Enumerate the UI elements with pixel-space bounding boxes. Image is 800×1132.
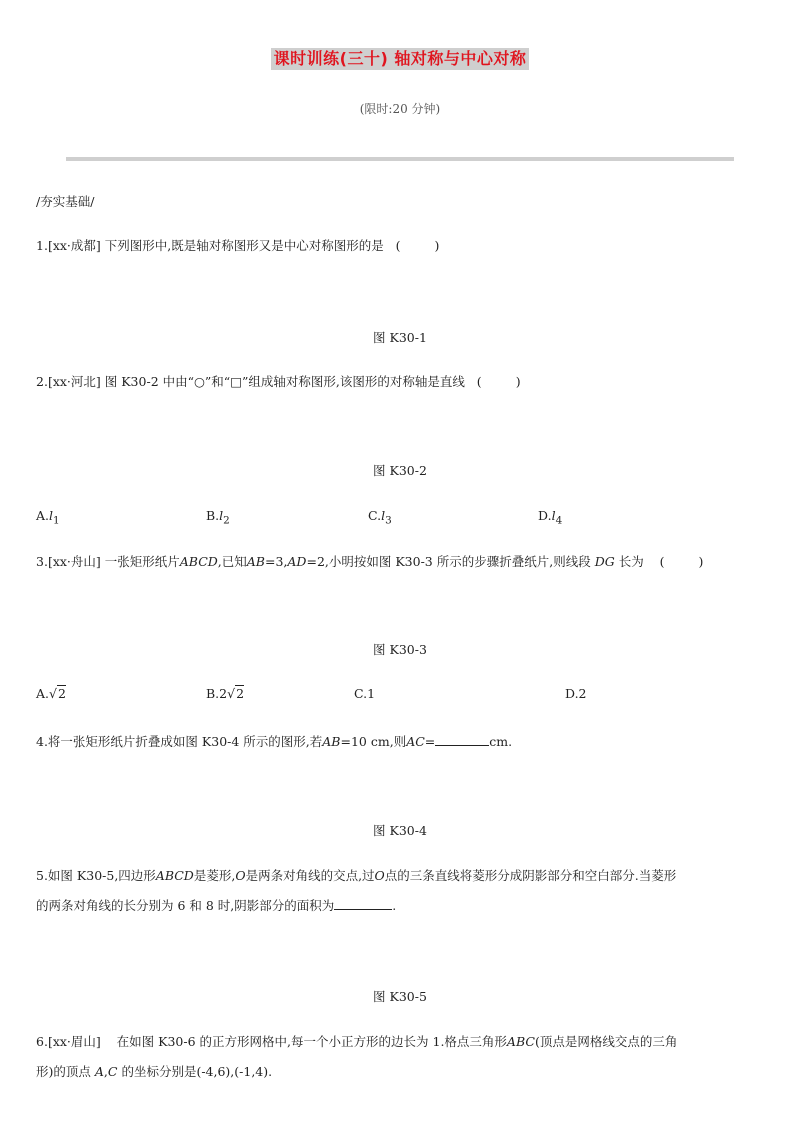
question-5-line-2: 的两条对角线的长分别为 6 和 8 时,阴影部分的面积为 .: [36, 898, 397, 913]
figure-caption-k30-5: 图 K30-5: [373, 989, 427, 1004]
q3-source: [xx·舟山]: [47, 554, 101, 569]
q2-text: 图 K30-2 中由“○”和“□”组成轴对称图形,该图形的对称轴是直线: [104, 374, 465, 389]
q1-text: 下列图形中,既是轴对称图形又是中心对称图形的是: [104, 238, 384, 253]
sqrt-symbol: √2: [227, 686, 245, 701]
q2-paren-close: ): [515, 374, 521, 389]
question-3: 3.[xx·舟山] 一张矩形纸片ABCD,已知AB=3,AD=2,小明按如图 K30-3 所示的步骤折叠纸片,则线段 DG 长为 ( ): [36, 554, 704, 569]
time-limit: (限时:20 分钟): [359, 102, 441, 116]
question-6: 6.[xx·眉山] 在如图 K30-6 的正方形网格中,每一个小正方形的边长为 1.格点三角形ABC(顶点是网格线交点的三角: [36, 1034, 678, 1049]
question-4: 4.将一张矩形纸片折叠成如图 K30-4 所示的图形,若AB=10 cm,则AC= cm.: [36, 734, 513, 749]
question-2: [36, 372, 521, 390]
figure-caption-k30-1: 图 K30-1: [373, 330, 427, 345]
q2-source: [xx·河北]: [47, 374, 101, 389]
q2-option-c: $C.l_3$: [368, 508, 392, 527]
figure-caption-k30-4: 图 K30-4: [373, 823, 427, 838]
question-1: [36, 236, 439, 254]
section-heading: /夯实基础/: [36, 194, 95, 209]
q3-option-a: A.√2: [36, 686, 66, 701]
answer-blank: [435, 733, 489, 746]
q1-paren-close: ): [434, 238, 440, 253]
q1-paren-open: (: [395, 238, 401, 253]
q2-paren-open: (: [476, 374, 482, 389]
q2-number: 2.: [36, 374, 48, 389]
question-5: 5.如图 K30-5,四边形ABCD是菱形,O是两条对角线的交点,过O点的三条直线将菱形分成阴影部分和空白部分.当菱形: [36, 868, 677, 883]
page-title: 课时训练(三十) 轴对称与中心对称: [271, 48, 530, 70]
figure-caption-k30-3: 图 K30-3: [373, 642, 427, 657]
title-wrap: [0, 48, 800, 70]
sqrt-symbol: √2: [49, 686, 66, 701]
q1-source: [xx·成都]: [47, 238, 101, 253]
q2-option-d: $D.l_4$: [538, 508, 563, 527]
q3-option-c: C.1: [354, 686, 376, 701]
header-divider: [66, 157, 734, 161]
q6-source: [xx·眉山]: [47, 1034, 101, 1049]
answer-blank: [334, 897, 392, 910]
q2-option-b: $B.l_2$: [206, 508, 230, 527]
q3-option-d: D.2: [565, 686, 587, 701]
q2-option-a: $A.l_1$: [36, 508, 60, 527]
question-6-line-2: 形)的顶点 A,C 的坐标分别是(-4,6),(-1,4).: [36, 1064, 273, 1079]
figure-caption-k30-2: 图 K30-2: [373, 463, 427, 478]
q3-option-b: B.2√2: [206, 686, 245, 701]
q1-number: 1.: [36, 238, 48, 253]
